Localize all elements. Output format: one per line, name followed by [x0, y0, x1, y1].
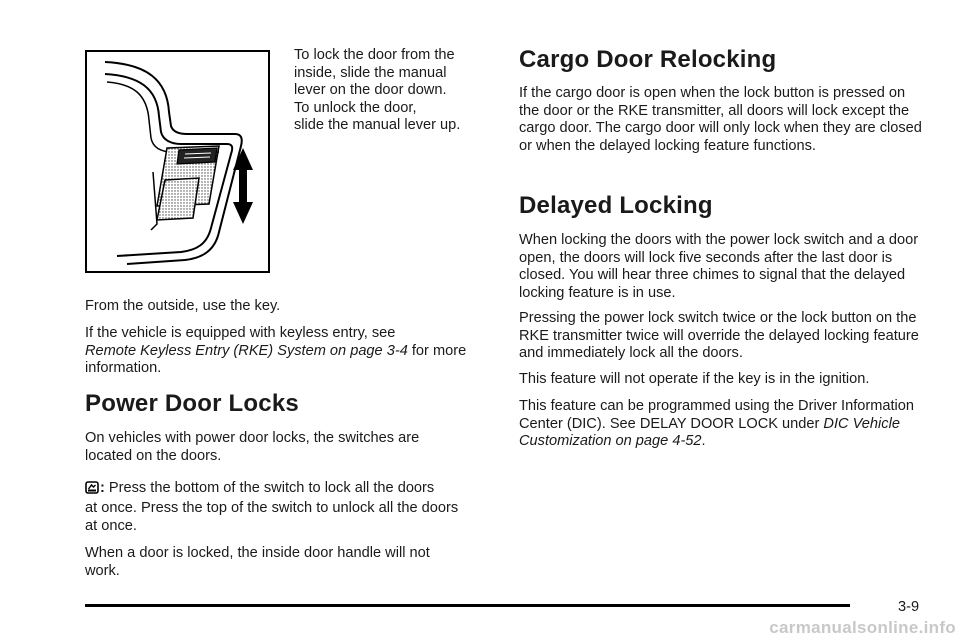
- keyless-suffix: for more information.: [85, 342, 467, 376]
- keyless-prefix: If the vehicle is equipped with keyless entry, see: [85, 325, 396, 341]
- lock-switch-icon: [85, 481, 99, 494]
- delayed-p4-suffix: .: [701, 433, 706, 449]
- switch-text-1: Press the bottom of the switch to lock all the doors: [104, 480, 435, 496]
- caption-line: lever on the door down.: [294, 82, 447, 98]
- figure-caption: [294, 47, 494, 135]
- caption-line: To lock the door from the: [294, 47, 455, 63]
- outside-key-text: From the outside, use the key.: [85, 298, 281, 314]
- cargo-door-relocking-heading: Cargo Door Relocking: [519, 46, 777, 73]
- cargo-paragraph: If the cargo door is open when the lock button is pressed on the door or the RKE transmitter, all doors will lock except the cargo door. The cargo door will only lock when they are closed or when the delayed locking feature functions.: [519, 85, 922, 154]
- delayed-p4-prefix: This feature can be programmed using the Driver Information Center (DIC). See DELAY DOOR LOCK under: [519, 398, 915, 432]
- door-lock-lever-illustration: [87, 52, 268, 271]
- footer-rule: [85, 604, 850, 607]
- locked-handle-text: When a door is locked, the inside door handle will not work.: [85, 545, 430, 579]
- delayed-paragraph-4: [519, 398, 924, 451]
- delayed-paragraph-1: When locking the doors with the power lock switch and a door open, the doors will lock five seconds after the last door is closed. You will hear three chimes to signal that the delayed locking feature is in use.: [519, 232, 919, 301]
- delayed-locking-heading: Delayed Locking: [519, 192, 713, 219]
- rke-page-reference[interactable]: Remote Keyless Entry (RKE) System on page 3-4: [85, 342, 408, 359]
- switch-text-2: at once. Press the top of the switch to unlock all the doors at once.: [85, 500, 459, 534]
- caption-line: inside, slide the manual: [294, 64, 447, 81]
- caption-line: To unlock the door,: [294, 99, 417, 116]
- delayed-paragraph-2: Pressing the power lock switch twice or the lock button on the RKE transmitter twice will override the delayed locking feature and immediately lock all the doors.: [519, 310, 919, 361]
- watermark: carmanualsonline.info: [769, 618, 956, 637]
- switch-instructions: [85, 480, 490, 498]
- switch-label: :: [100, 480, 105, 496]
- delayed-paragraph-3: This feature will not operate if the key is in the ignition.: [519, 371, 870, 387]
- dic-page-reference[interactable]: DIC Vehicle Customization on page 4-52: [519, 415, 900, 449]
- power-door-locks-heading: Power Door Locks: [85, 390, 299, 417]
- door-lock-figure: [85, 50, 270, 273]
- keyless-entry-paragraph: [85, 325, 490, 378]
- caption-line: slide the manual lever up.: [294, 117, 461, 133]
- page-number: 3-9: [898, 599, 920, 615]
- power-locks-intro: On vehicles with power door locks, the switches are located on the doors.: [85, 430, 420, 464]
